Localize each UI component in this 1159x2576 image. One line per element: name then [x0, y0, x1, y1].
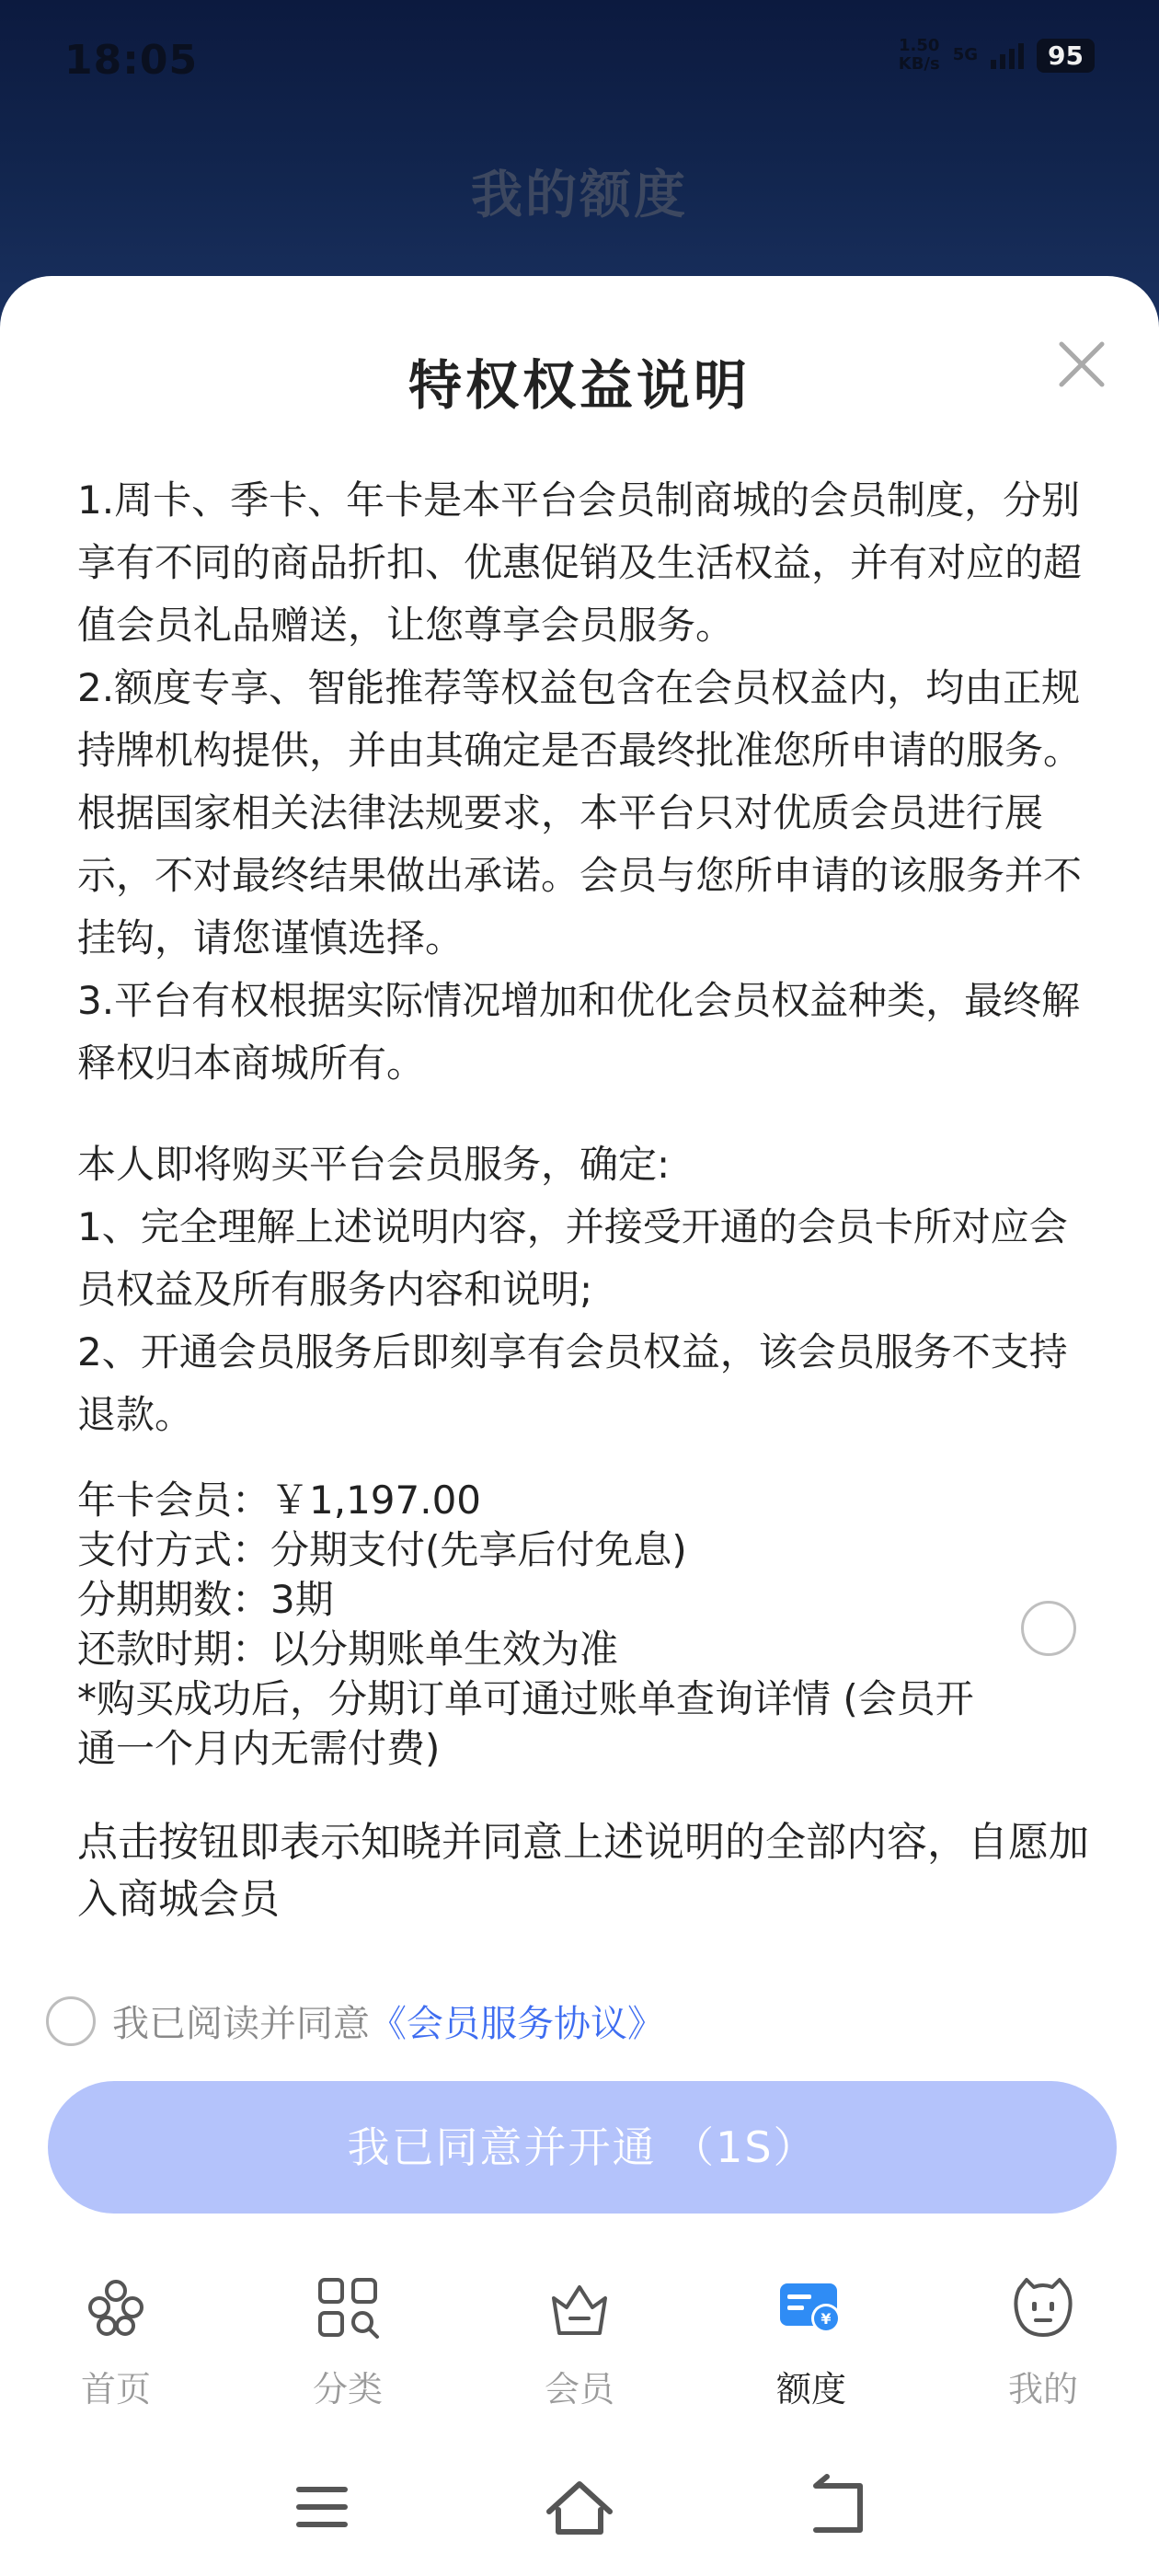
network-type: 5G	[952, 45, 979, 64]
tab-member[interactable]	[464, 2272, 695, 2420]
network-speed	[899, 37, 940, 74]
confirm-intro: 本人即将购买平台会员服务，确定:	[77, 1142, 671, 1187]
tab-credit[interactable]	[695, 2272, 927, 2420]
page-title: 我的额度	[471, 166, 688, 225]
rule-item: 1.周卡、季卡、年卡是本平台会员制商城的会员制度，分别享有不同的商品折扣、优惠促销及生活权益，并有对应的超值会员礼品赠送，让您尊享会员服务。	[77, 477, 1083, 648]
tab-member-label: 会员	[544, 2369, 614, 2409]
order-card: 年卡会员：￥1,197.00	[77, 1478, 482, 1523]
status-time: 18:05	[64, 37, 199, 84]
member-icon	[545, 2272, 614, 2342]
tab-profile[interactable]	[927, 2272, 1159, 2420]
tab-home[interactable]	[0, 2272, 232, 2420]
order-note: *购买成功后，分期订单可通过账单查询详情 (会员开通一个月内无需付费)	[77, 1676, 974, 1771]
agreement-row	[46, 1995, 664, 2047]
close-icon[interactable]	[1049, 331, 1115, 397]
order-payment: 支付方式：分期支付(先享后付免息)	[77, 1527, 687, 1572]
agree-text: 我已阅读并同意	[112, 2003, 370, 2045]
tab-profile-label: 我的	[1007, 2369, 1078, 2409]
rule-item: 3.平台有权根据实际情况增加和优化会员权益种类，最终解释权归本商城所有。	[77, 978, 1081, 1086]
profile-icon	[1008, 2272, 1078, 2342]
tab-category[interactable]	[232, 2272, 464, 2420]
tab-bar	[0, 2272, 1159, 2420]
confirm-text	[77, 1133, 1089, 1446]
menu-icon[interactable]	[281, 2466, 363, 2548]
status-icons	[899, 37, 1095, 74]
agree-checkbox[interactable]	[46, 1996, 96, 2046]
signal-icon	[991, 41, 1024, 69]
system-nav-bar	[0, 2466, 1159, 2548]
order-select-radio[interactable]	[1021, 1601, 1076, 1656]
tab-category-label: 分类	[312, 2369, 383, 2409]
network-speed-value: 1.50	[899, 36, 940, 55]
category-icon	[313, 2272, 383, 2342]
back-icon[interactable]	[796, 2466, 878, 2548]
confirm-item: 2、开通会员服务后即刻享有会员权益，该会员服务不支持退款。	[77, 1329, 1068, 1437]
order-installments: 分期期数：3期	[77, 1577, 334, 1622]
order-repay-time: 还款时期：以分期账单生效为准	[77, 1627, 619, 1672]
tab-credit-label: 额度	[775, 2369, 846, 2409]
svg-text:¥: ¥	[820, 2310, 832, 2328]
home-icon	[81, 2272, 151, 2342]
agreement-statement: 点击按钮即表示知晓并同意上述说明的全部内容，自愿加入商城会员	[77, 1819, 1089, 1923]
network-speed-unit: KB/s	[898, 54, 940, 74]
order-details	[77, 1476, 997, 1774]
service-agreement-link[interactable]: 《会员服务协议》	[370, 2003, 664, 2045]
modal-title: 特权权益说明	[407, 354, 751, 417]
confirm-item: 1、完全理解上述说明内容，并接受开通的会员卡所对应会员权益及所有服务内容和说明;	[77, 1204, 1068, 1312]
tab-home-label: 首页	[80, 2369, 151, 2409]
agree-open-button[interactable]: 我已同意并开通 （1S）	[48, 2081, 1117, 2214]
battery-icon: 95	[1037, 39, 1095, 73]
home-nav-icon[interactable]	[538, 2466, 621, 2548]
rule-item: 2.额度专享、智能推荐等权益包含在会员权益内，均由正规持牌机构提供，并由其确定是否最终批准您所申请的服务。根据国家相关法律法规要求，本平台只对优质会员进行展示，不对最终结果做出承诺。会员与您所申请的该服务并不挂钩，请您谨慎选择。	[77, 665, 1083, 960]
rules-text	[77, 469, 1089, 1095]
credit-icon	[776, 2272, 846, 2342]
